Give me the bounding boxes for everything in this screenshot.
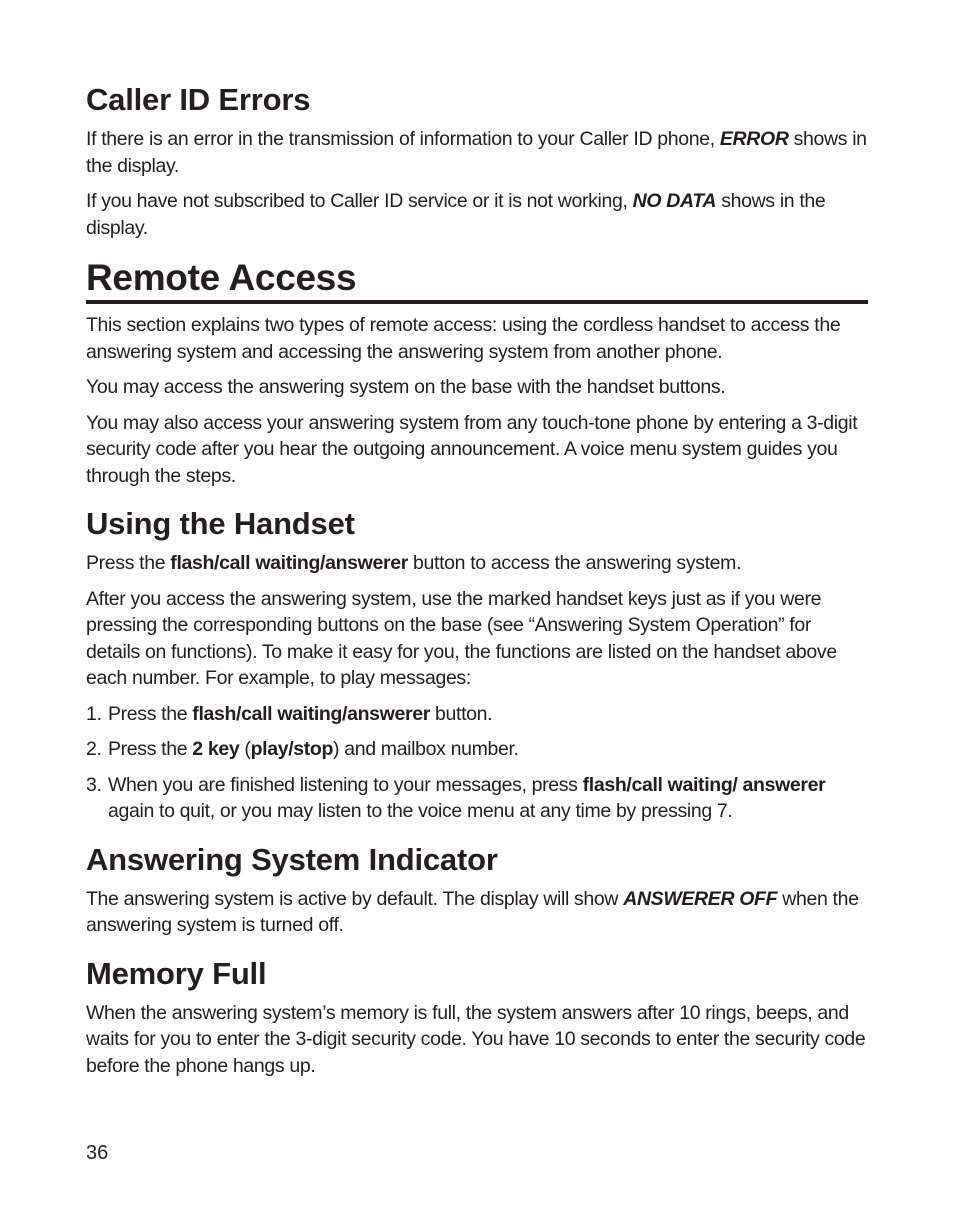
remote-access-paragraph-2: You may access the answering system on the base with the handset buttons. bbox=[86, 376, 726, 398]
manual-page bbox=[86, 80, 868, 1088]
using-handset-paragraph-2: After you access the answering system, use the marked handset keys just as if you were pressing the corresponding buttons on the base (see “Answering System Operation” for details on functions). To make it easy for you, the functions are listed on the handset above each number. For example, to play messages: bbox=[86, 587, 837, 689]
list-item bbox=[86, 701, 868, 728]
step-text: When you are finished listening to your messages, press flash/call waiting/ answerer again to quit, or you may listen to the voice menu at any time by pressing 7. bbox=[108, 773, 826, 822]
memory-full-heading: Memory Full bbox=[86, 955, 267, 991]
memory-full-section bbox=[86, 954, 868, 1080]
answerer-off-display-text: ANSWERER OFF bbox=[623, 887, 778, 910]
step-text: Press the flash/call waiting/answerer button. bbox=[108, 702, 493, 725]
list-item bbox=[86, 736, 868, 763]
caller-id-errors-section bbox=[86, 80, 868, 241]
remote-access-heading: Remote Access bbox=[86, 256, 868, 304]
steps-list bbox=[86, 701, 868, 825]
caller-id-errors-heading: Caller ID Errors bbox=[86, 82, 311, 117]
memory-full-paragraph: When the answering system’s memory is full, the system answers after 10 rings, beeps, and waits for you to enter the 3-digit security code. You have 10 seconds to enter the security code before the phone hangs up. bbox=[86, 1001, 866, 1077]
error-display-text: ERROR bbox=[719, 128, 789, 150]
step-number: 3. bbox=[86, 773, 102, 796]
using-handset-heading: Using the Handset bbox=[86, 506, 355, 541]
answering-indicator-heading: Answering System Indicator bbox=[86, 841, 498, 877]
step-number: 2. bbox=[86, 738, 102, 760]
flash-button-name: flash/call waiting/answerer bbox=[170, 552, 408, 574]
caller-id-errors-paragraph-1: If there is an error in the transmission of information to your Caller ID phone, ERROR shows in the display. bbox=[86, 128, 867, 177]
remote-access-paragraph-3: You may also access your answering system from any touch-tone phone by entering a 3-digit security code after you hear the outgoing announcement. A voice menu system guides you through the steps. bbox=[86, 411, 858, 487]
no-data-display-text: NO DATA bbox=[632, 190, 717, 212]
using-handset-section bbox=[86, 504, 868, 825]
remote-access-section bbox=[86, 256, 868, 489]
step-number: 1. bbox=[86, 702, 102, 725]
answering-indicator-section bbox=[86, 840, 868, 939]
page-number: 36 bbox=[86, 1142, 109, 1164]
caller-id-errors-paragraph-2: If you have not subscribed to Caller ID service or it is not working, NO DATA shows in the display. bbox=[86, 190, 826, 239]
remote-access-paragraph-1: This section explains two types of remote access: using the cordless handset to access the answering system and accessing the answering system from another phone. bbox=[86, 314, 841, 363]
step-text: Press the 2 key (play/stop) and mailbox number. bbox=[108, 738, 519, 760]
answering-indicator-paragraph: The answering system is active by default. The display will show ANSWERER OFF when the answering system is turned off. bbox=[86, 887, 859, 936]
using-handset-paragraph-1: Press the flash/call waiting/answerer button to access the answering system. bbox=[86, 552, 742, 574]
list-item bbox=[86, 772, 868, 825]
